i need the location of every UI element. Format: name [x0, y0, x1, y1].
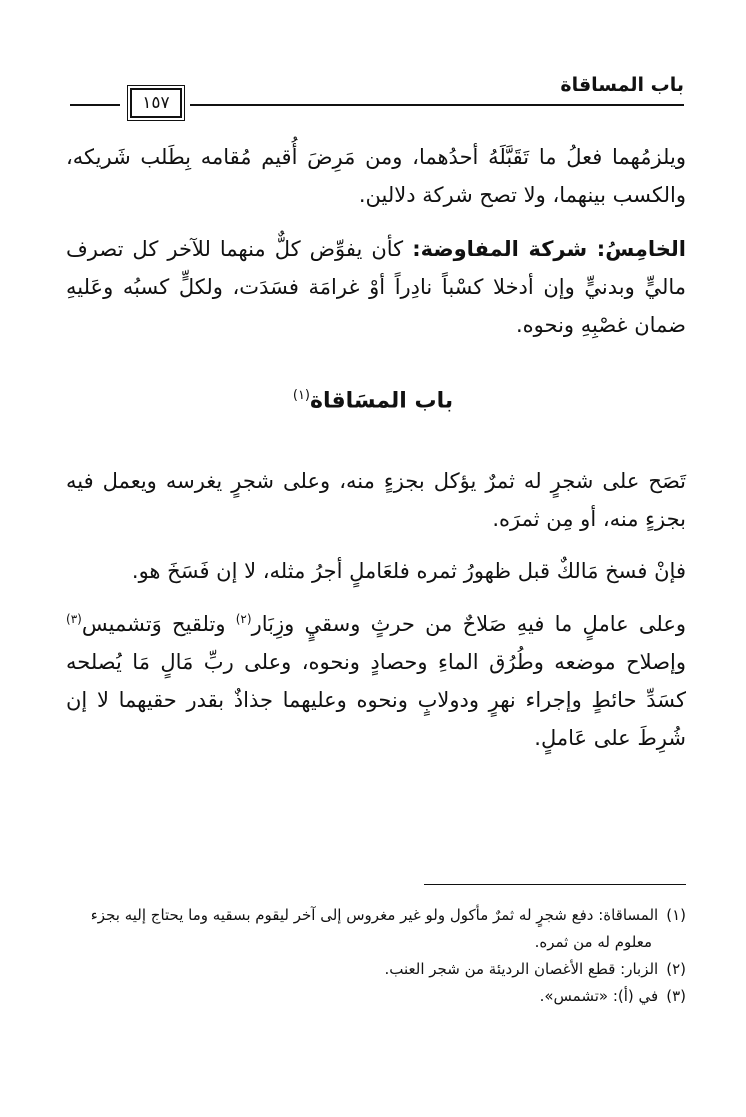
page-number: ١٥٧ [130, 88, 182, 118]
footnote-item [66, 902, 686, 956]
footnotes [66, 902, 686, 1010]
footnote-number: (٢) [666, 960, 686, 978]
paragraph-part: وتلقيح وَتشميس [81, 612, 236, 636]
section-title [0, 388, 746, 413]
header-rule [190, 104, 684, 106]
footnote-number: (١) [666, 906, 686, 924]
paragraph-partnership-obligations: ويلزمُهما فعلُ ما تَقَبَّلَهُ أحدُهما، ومن مَرِضَ أُقيم مُقامه بِطَلب شَريكه، والكسب بينهما، ولا تصح شركة دلالين. [66, 145, 686, 207]
paragraph-mufawada [66, 230, 686, 344]
footnote-item [66, 983, 686, 1010]
paragraph-lead: الخامِسُ: شركة المفاوضة: [412, 237, 686, 261]
paragraph-body: كأن يفوِّض كلٌّ منهما للآخر كل تصرف ماليٍّ وبدنيٍّ وإن أدخلا كسْباً نادِراً أوْ غرامَة فسَدَت، ولكلٍّ كسبُه وعَليهِ ضمان غصْبِهِ ونحوه. [66, 237, 686, 337]
running-title: باب المساقاة [560, 74, 684, 96]
paragraph-rescission: فإنْ فسخ مَالكٌ قبل ظهورُ ثمره فلعَاملٍ أجرُ مثله، لا إن فَسَخَ هو. [131, 559, 686, 583]
paragraph-validity: تَصَح على شجرٍ له ثمرٌ يؤكل بجزءٍ منه، وعلى شجرٍ يغرسه ويعمل فيه بجزءٍ منه، أو مِن ثمرَه. [66, 469, 686, 531]
footnote-ref: (٣) [66, 612, 82, 626]
footnote-text-continued: معلوم له من ثمره. [534, 933, 652, 951]
footnote-text: المساقاة: دفع شجرٍ له ثمرٌ مأكول ولو غير مغروس إلى آخر ليقوم بسقيه وما يحتاج إليه بجزء [90, 906, 659, 924]
footnote-rule [424, 884, 686, 885]
footnote-number: (٣) [666, 987, 686, 1005]
paragraph-part: وعلى عاملٍ ما فيهِ صَلاحٌ من حرثٍ وسقيٍ وزِبَار [251, 612, 686, 636]
header-rule-left [70, 104, 120, 106]
footnote-ref: (١) [292, 388, 310, 403]
section-title-text: باب المسَاقاة [310, 388, 454, 414]
footnote-ref: (٢) [235, 612, 252, 626]
footnote-item [66, 956, 686, 983]
paragraph-worker-duties [66, 600, 686, 757]
footnote-text: الزبار: قطع الأغصان الرديئة من شجر العنب. [384, 960, 659, 978]
paragraph-part: وإصلاح موضعه وطُرُق الماءِ وحصادٍ ونحوه، وعلى ربِّ مَالٍ مَا يُصلحه كسَدِّ حائطٍ وإجراء نهرٍ ودولابٍ ونحوه وعليهما جذاذٌ بقدر حقيهما لا إن شُرِطَ على عَاملٍ. [66, 650, 686, 750]
footnote-text: في (أ): «تشمس». [539, 987, 659, 1005]
